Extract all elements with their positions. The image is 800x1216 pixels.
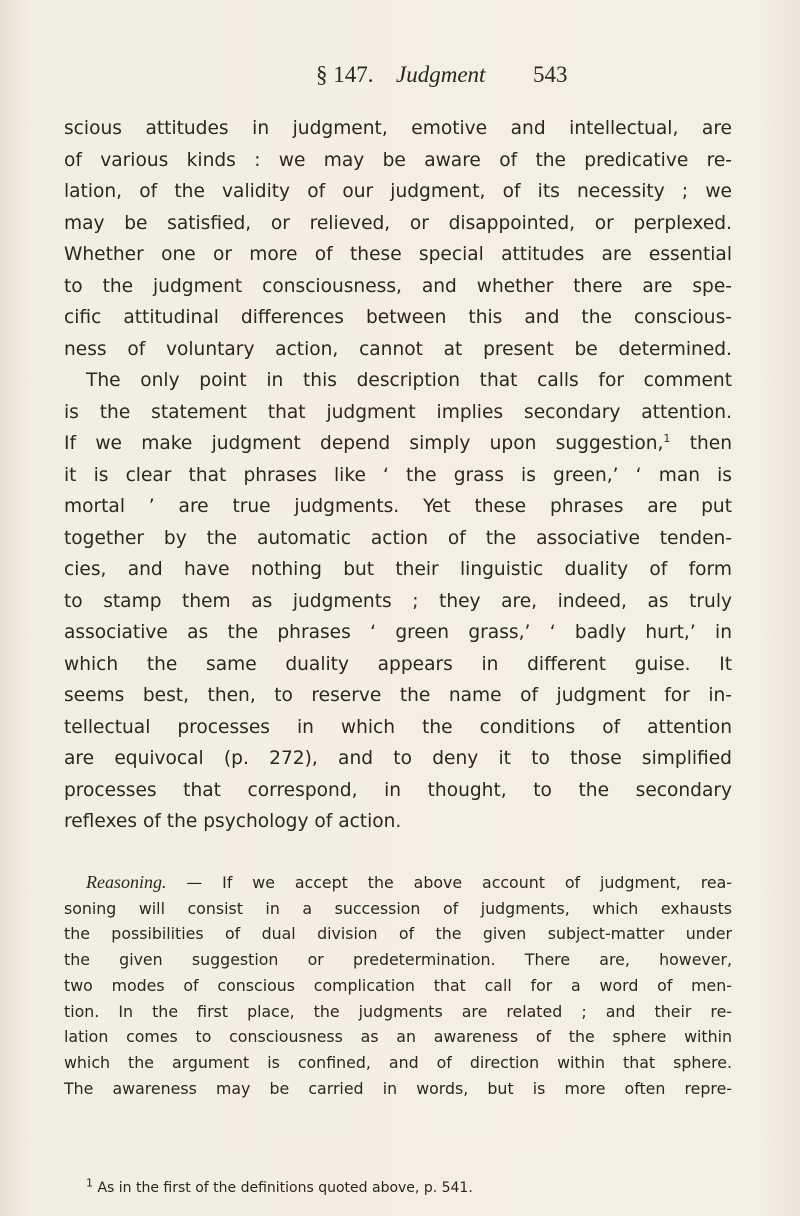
text-line: seems best, then, to reserve the name of judgment for in- [64, 685, 732, 706]
text-line: The only point in this description that calls for comment [86, 370, 732, 391]
reasoning-paragraph [64, 870, 732, 1101]
footnote-text: As in the first of the definitions quoted above, p. 541. [93, 1180, 473, 1196]
text-line: cies, and have nothing but their linguistic duality of form [64, 559, 732, 580]
text-line: to the judgment consciousness, and whether there are spe- [64, 275, 732, 297]
text-line: of various kinds : we may be aware of the predicative re- [64, 149, 732, 171]
text-line: soning will consist in a succession of judgments, which exhausts [64, 898, 732, 918]
text-line: associative as the phrases ‘ green grass,’ ‘ badly hurt,’ in [64, 622, 732, 643]
main-paragraph [64, 113, 732, 838]
text-line: which the same duality appears in different guise. It [64, 653, 732, 675]
footnote-number: 1 [86, 1176, 93, 1190]
text-line: processes that correspond, in thought, to the secondary [64, 779, 732, 801]
footnote [86, 1176, 732, 1196]
text-line: ness of voluntary action, cannot at present be determined. [64, 338, 732, 360]
text-line: the given suggestion or predetermination. There are, however, [64, 950, 732, 970]
text-line: to stamp them as judgments ; they are, indeed, as truly [64, 590, 732, 612]
reasoning-heading: Reasoning. [86, 872, 167, 892]
text-line: are equivocal (p. 272), and to deny it to those simplified [64, 748, 732, 769]
text-segment: then [670, 433, 732, 454]
text-line: two modes of conscious complication that call for a word of men- [64, 975, 732, 995]
text-segment: If we make judgment depend simply upon suggestion, [64, 433, 664, 454]
page-number: 543 [533, 62, 568, 87]
text-line: scious attitudes in judgment, emotive and intellectual, are [64, 118, 732, 139]
text-line: mortal ’ are true judgments. Yet these phrases are put [64, 496, 732, 517]
text-line: together by the automatic action of the associative tenden- [64, 527, 732, 549]
text-line: lation, of the validity of our judgment, of its necessity ; we [64, 181, 732, 202]
text-line: lation comes to consciousness as an awareness of the sphere within [64, 1027, 732, 1047]
text-line [64, 870, 732, 896]
footnote-marker: 1 [663, 431, 671, 445]
text-line: Whether one or more of these special attitudes are essential [64, 244, 732, 265]
text-line: The awareness may be carried in words, but is more often repre- [64, 1078, 732, 1098]
text-line: cific attitudinal differences between this and the conscious- [64, 307, 732, 328]
text-line: reflexes of the psychology of action. [64, 811, 402, 832]
em-dash: — [166, 873, 223, 892]
text-line: which the argument is confined, and of direction within that sphere. [64, 1052, 732, 1072]
text-segment: If we accept the above account of judgment, rea- [222, 873, 732, 892]
section-number: § 147. [316, 62, 374, 87]
text-line: tion. In the first place, the judgments are related ; and their re- [64, 1001, 732, 1021]
text-line: the possibilities of dual division of the given subject-matter under [64, 924, 732, 944]
text-line [64, 428, 732, 460]
text-line: tellectual processes in which the conditions of attention [64, 716, 732, 738]
text-line: it is clear that phrases like ‘ the grass is green,’ ‘ man is [64, 464, 732, 486]
running-title: Judgment [396, 62, 486, 87]
text-line: is the statement that judgment implies secondary attention. [64, 401, 732, 423]
running-header [0, 62, 800, 92]
text-line: may be satisfied, or relieved, or disappointed, or perplexed. [64, 212, 732, 234]
